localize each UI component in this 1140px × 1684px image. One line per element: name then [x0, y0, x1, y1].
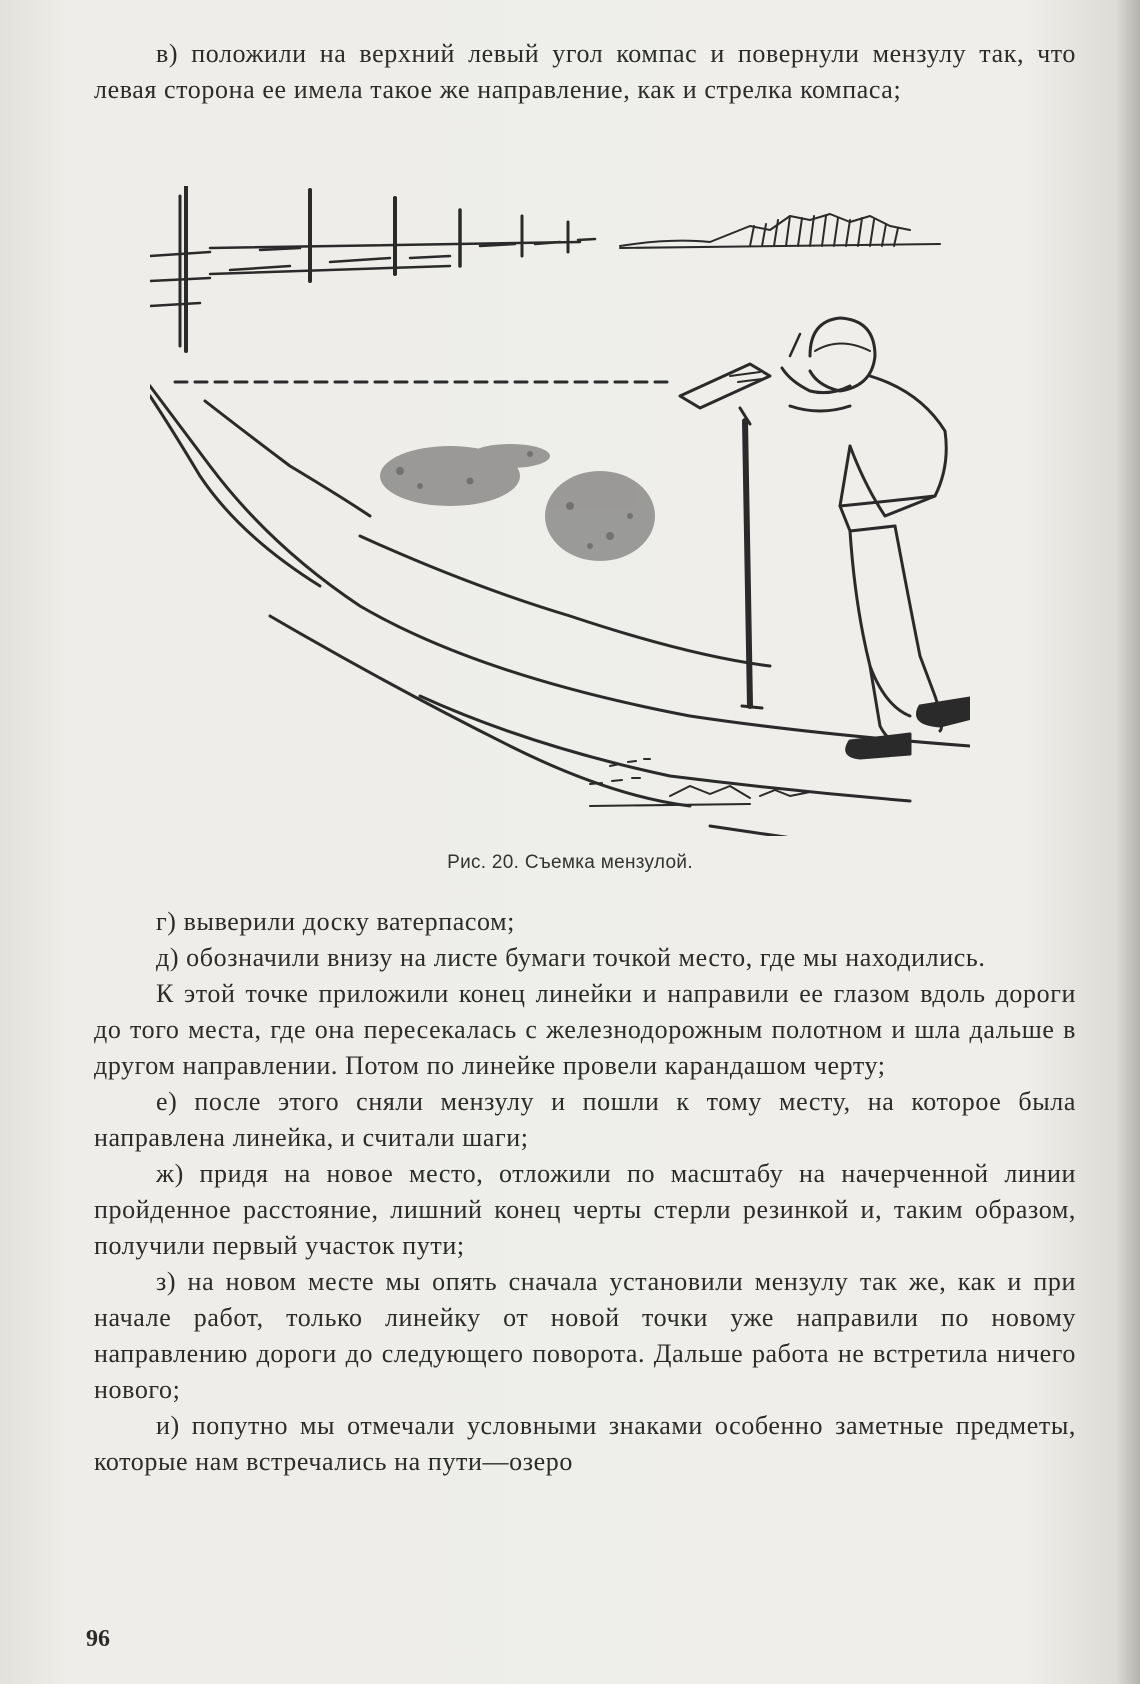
paragraph-z: з) на новом месте мы опять сначала установили мензулу так же, как и при начале работ, только линейку от новой точки уже направили по новому направлению дороги до следующего поворота. Дальше работа не встретила ничего нового;	[94, 1267, 1076, 1404]
paragraph-i: и) попутно мы отмечали условными знаками особенно заметные предметы, которые нам встречались на пути—озеро	[94, 1411, 1076, 1476]
figure-caption: Рис. 20. Съемка мензулой.	[447, 852, 693, 873]
page-edge-shadow	[1116, 0, 1140, 1684]
bottom-text-block	[94, 904, 1076, 1480]
plane-table-survey-illustration	[150, 186, 970, 836]
road-lines	[150, 386, 970, 836]
surveyor-figure	[782, 318, 970, 758]
paragraph-g: г) выверили доску ватерпасом;	[156, 907, 515, 936]
paragraph-d: д) обозначили внизу на листе бумаги точкой место, где мы находились.	[156, 943, 986, 972]
page-number: 96	[86, 1626, 110, 1652]
paragraph-ruler: К этой точке приложили конец линейки и направили ее глазом вдоль дороги до того места, где она пересекалась с железнодорожным полотном и шла дальше в другом направлении. Потом по линейке провели карандашом черту;	[94, 979, 1076, 1080]
bushes	[380, 444, 655, 561]
top-text-block	[94, 36, 1076, 108]
paragraph-zh: ж) придя на новое место, отложили по масштабу на начерченной линии пройденное расстояние, лишний конец черты стерли резинкой и, таким образом, получили первый участок пути;	[94, 1159, 1076, 1260]
paragraph-e: е) после этого сняли мензулу и пошли к тому месту, на которое была направлена линейка, и считали шаги;	[94, 1087, 1076, 1152]
plane-table	[680, 364, 770, 708]
paragraph-v: в) положили на верхний левый угол компас и повернули мензулу так, что левая сторона ее имела такое же направление, как и стрелка компаса;	[94, 39, 1076, 104]
